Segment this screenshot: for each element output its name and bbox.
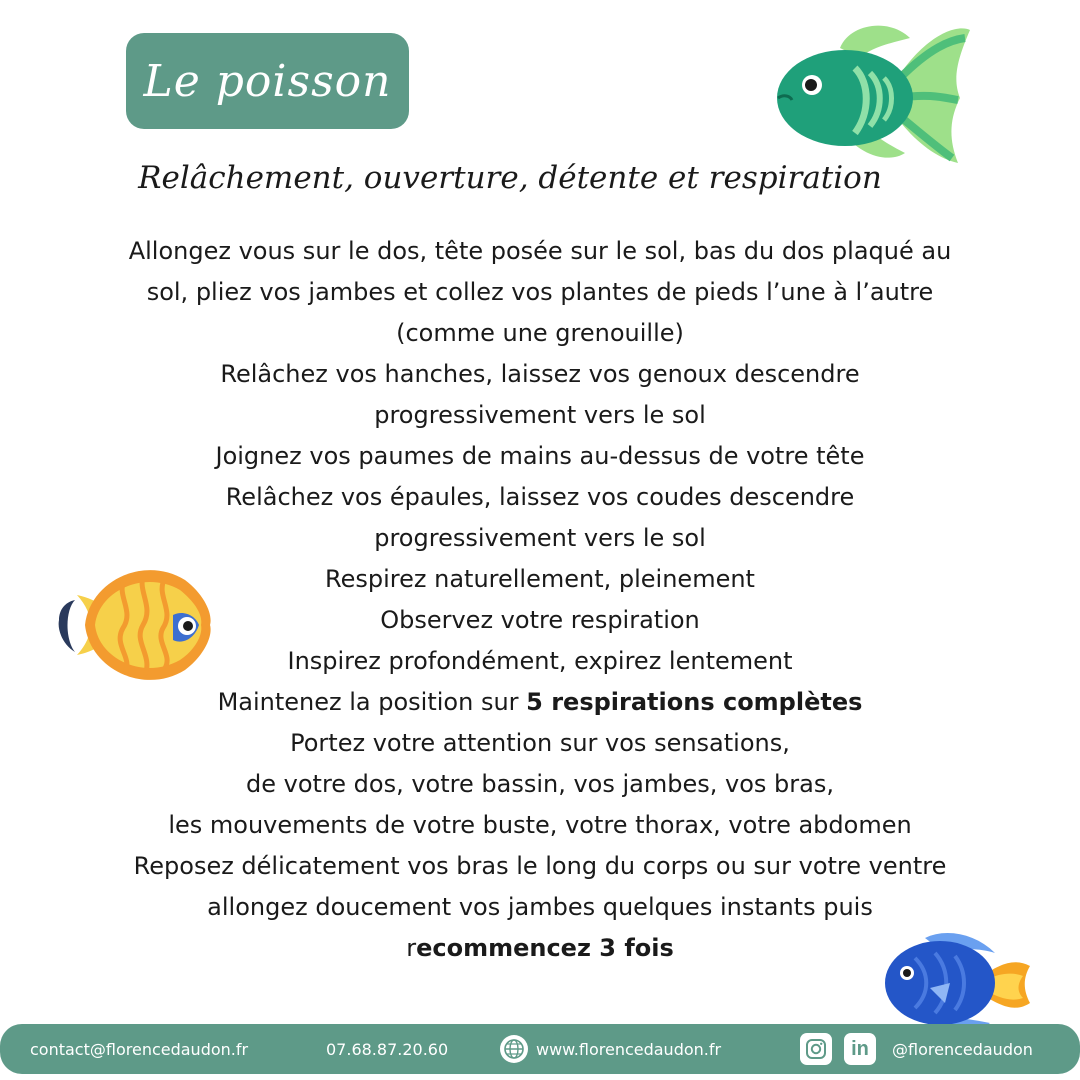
instruction-line: Relâchez vos épaules, laissez vos coudes descendre: [225, 483, 855, 511]
instruction-line: progressivement vers le sol: [374, 524, 706, 552]
blue-fish-icon: [885, 928, 1035, 1038]
instruction-line: (comme une grenouille): [396, 319, 684, 347]
footer-website[interactable]: [500, 1024, 721, 1074]
email-text[interactable]: contact@florencedaudon.fr: [30, 1039, 249, 1059]
linkedin-icon[interactable]: [844, 1033, 876, 1065]
instruction-line: Joignez vos paumes de mains au-dessus de votre tête: [215, 442, 865, 470]
maintain-bold: 5 respirations complètes: [526, 688, 863, 716]
instruction-line: sol, pliez vos jambes et collez vos plantes de pieds l’une à l’autre: [146, 278, 934, 306]
footer-email[interactable]: [30, 1024, 248, 1074]
handle-text[interactable]: @florencedaudon: [892, 1039, 1033, 1059]
instruction-line: allongez doucement vos jambes quelques instants puis: [207, 893, 873, 921]
page-title: Le poisson: [143, 55, 392, 107]
instruction-line: Reposez délicatement vos bras le long du corps ou sur votre ventre: [133, 852, 947, 880]
instagram-icon[interactable]: [800, 1033, 832, 1065]
footer-instagram[interactable]: [800, 1024, 832, 1074]
footer-handle[interactable]: [892, 1024, 1033, 1074]
instruction-line: de votre dos, votre bassin, vos jambes, vos bras,: [246, 770, 834, 798]
title-badge: [126, 33, 409, 129]
footer-linkedin[interactable]: [844, 1024, 876, 1074]
green-fish-icon: [770, 18, 975, 168]
globe-icon: [500, 1035, 528, 1063]
phone-text[interactable]: 07.68.87.20.60: [326, 1039, 449, 1059]
instruction-line: les mouvements de votre buste, votre thorax, votre abdomen: [168, 811, 912, 839]
instruction-line: Portez votre attention sur vos sensations,: [290, 729, 790, 757]
instruction-line: progressivement vers le sol: [374, 401, 706, 429]
instruction-line: Respirez naturellement, pleinement: [325, 565, 755, 593]
instruction-line: Inspirez profondément, expirez lentement: [287, 647, 793, 675]
maintain-prefix: Maintenez la position sur: [217, 688, 527, 716]
final-prefix: r: [406, 934, 417, 962]
linkedin-label: in: [851, 1037, 869, 1060]
subtitle: Relâchement, ouverture, détente et respiration: [138, 160, 882, 196]
footer-bar: [0, 1024, 1080, 1074]
final-bold: ecommencez 3 fois: [416, 934, 674, 962]
yellow-fish-icon: [55, 560, 215, 690]
website-text[interactable]: www.florencedaudon.fr: [536, 1039, 722, 1059]
instruction-line: Observez votre respiration: [380, 606, 700, 634]
instruction-line: Relâchez vos hanches, laissez vos genoux descendre: [220, 360, 860, 388]
footer-phone[interactable]: [326, 1024, 448, 1074]
instruction-line: Allongez vous sur le dos, tête posée sur le sol, bas du dos plaqué au: [128, 237, 952, 265]
